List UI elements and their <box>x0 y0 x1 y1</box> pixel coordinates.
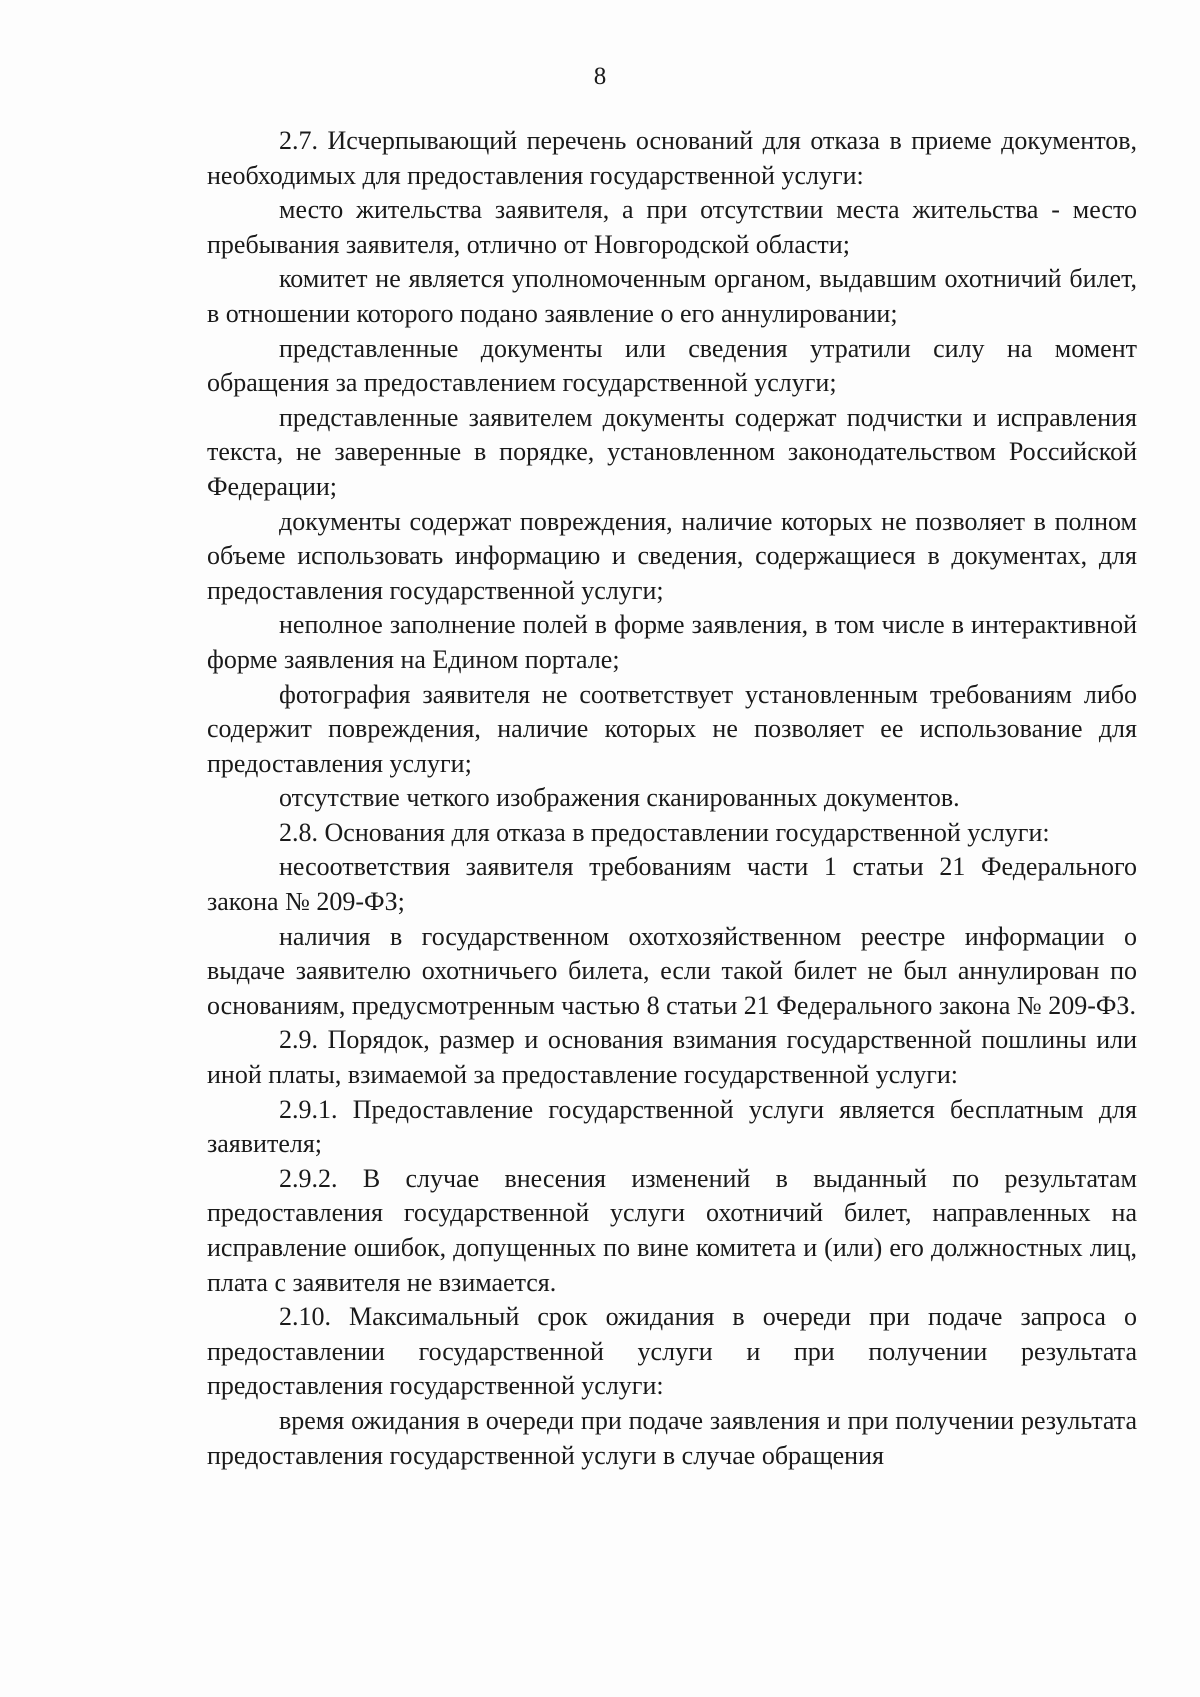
paragraph-photo: фотография заявителя не соответствует установленным требованиям либо содержит повреждения, наличие которых не позволяет ее использование для предоставления услуги; <box>207 679 1137 778</box>
paragraph-incomplete-form: неполное заполнение полей в форме заявления, в том числе в интерактивной форме заявления на Едином портале; <box>207 610 1137 674</box>
paragraph-nonconformity: несоответствия заявителя требованиям части 1 статьи 21 Федерального закона № 209-ФЗ; <box>207 852 1137 917</box>
document-body <box>207 124 1137 1473</box>
paragraph-expired-documents: представленные документы или сведения утратили силу на момент обращения за предоставлением государственной услуги; <box>207 333 1137 398</box>
paragraph-residence: место жительства заявителя, а при отсутствии места жительства - место пребывания заявителя, отлично от Новгородской области; <box>207 195 1137 259</box>
paragraph-2-8: 2.8. Основания для отказа в предоставлении государственной услуги: <box>279 817 1050 847</box>
paragraph-damaged-documents: документы содержат повреждения, наличие которых не позволяет в полном объеме использовать информацию и сведения, содержащиеся в документах, для предоставления государственной услуги; <box>207 506 1137 605</box>
paragraph-2-10: 2.10. Максимальный срок ожидания в очереди при подаче запроса о предоставлении государственной услуги и при получении результата предоставления государственной услуги: <box>207 1302 1137 1401</box>
paragraph-2-9: 2.9. Порядок, размер и основания взимания государственной пошлины или иной платы, взимаемой за предоставление государственной услуги: <box>207 1025 1137 1090</box>
paragraph-committee: комитет не является уполномоченным органом, выдавшим охотничий билет, в отношении которого подано заявление о его аннулировании; <box>207 264 1137 328</box>
paragraph-waiting-time: время ожидания в очереди при подаче заявления и при получении результата предоставления государственной услуги в случае обращения <box>207 1405 1137 1470</box>
paragraph-2-9-2: 2.9.2. В случае внесения изменений в выданный по результатам предоставления государственной услуги охотничий билет, направленных на исправление ошибок, допущенных по вине комитета и (или) его должностных лиц, плата с заявителя не взимается. <box>207 1163 1137 1297</box>
paragraph-2-9-1: 2.9.1. Предоставление государственной услуги является бесплатным для заявителя; <box>207 1094 1137 1159</box>
paragraph-scans: отсутствие четкого изображения сканированных документов. <box>279 783 960 813</box>
page-number: 8 <box>593 63 607 90</box>
paragraph-corrections: представленные заявителем документы содержат подчистки и исправления текста, не заверенные в порядке, установленном законодательством Российской Федерации; <box>207 402 1137 501</box>
paragraph-2-7: 2.7. Исчерпывающий перечень оснований для отказа в приеме документов, необходимых для предоставления государственной услуги: <box>207 126 1137 190</box>
paragraph-registry: наличия в государственном охотхозяйственном реестре информации о выдаче заявителю охотничьего билета, если такой билет не был аннулирован по основаниям, предусмотренным частью 8 статьи 21 Федерального закона № 209-ФЗ. <box>207 921 1137 1020</box>
